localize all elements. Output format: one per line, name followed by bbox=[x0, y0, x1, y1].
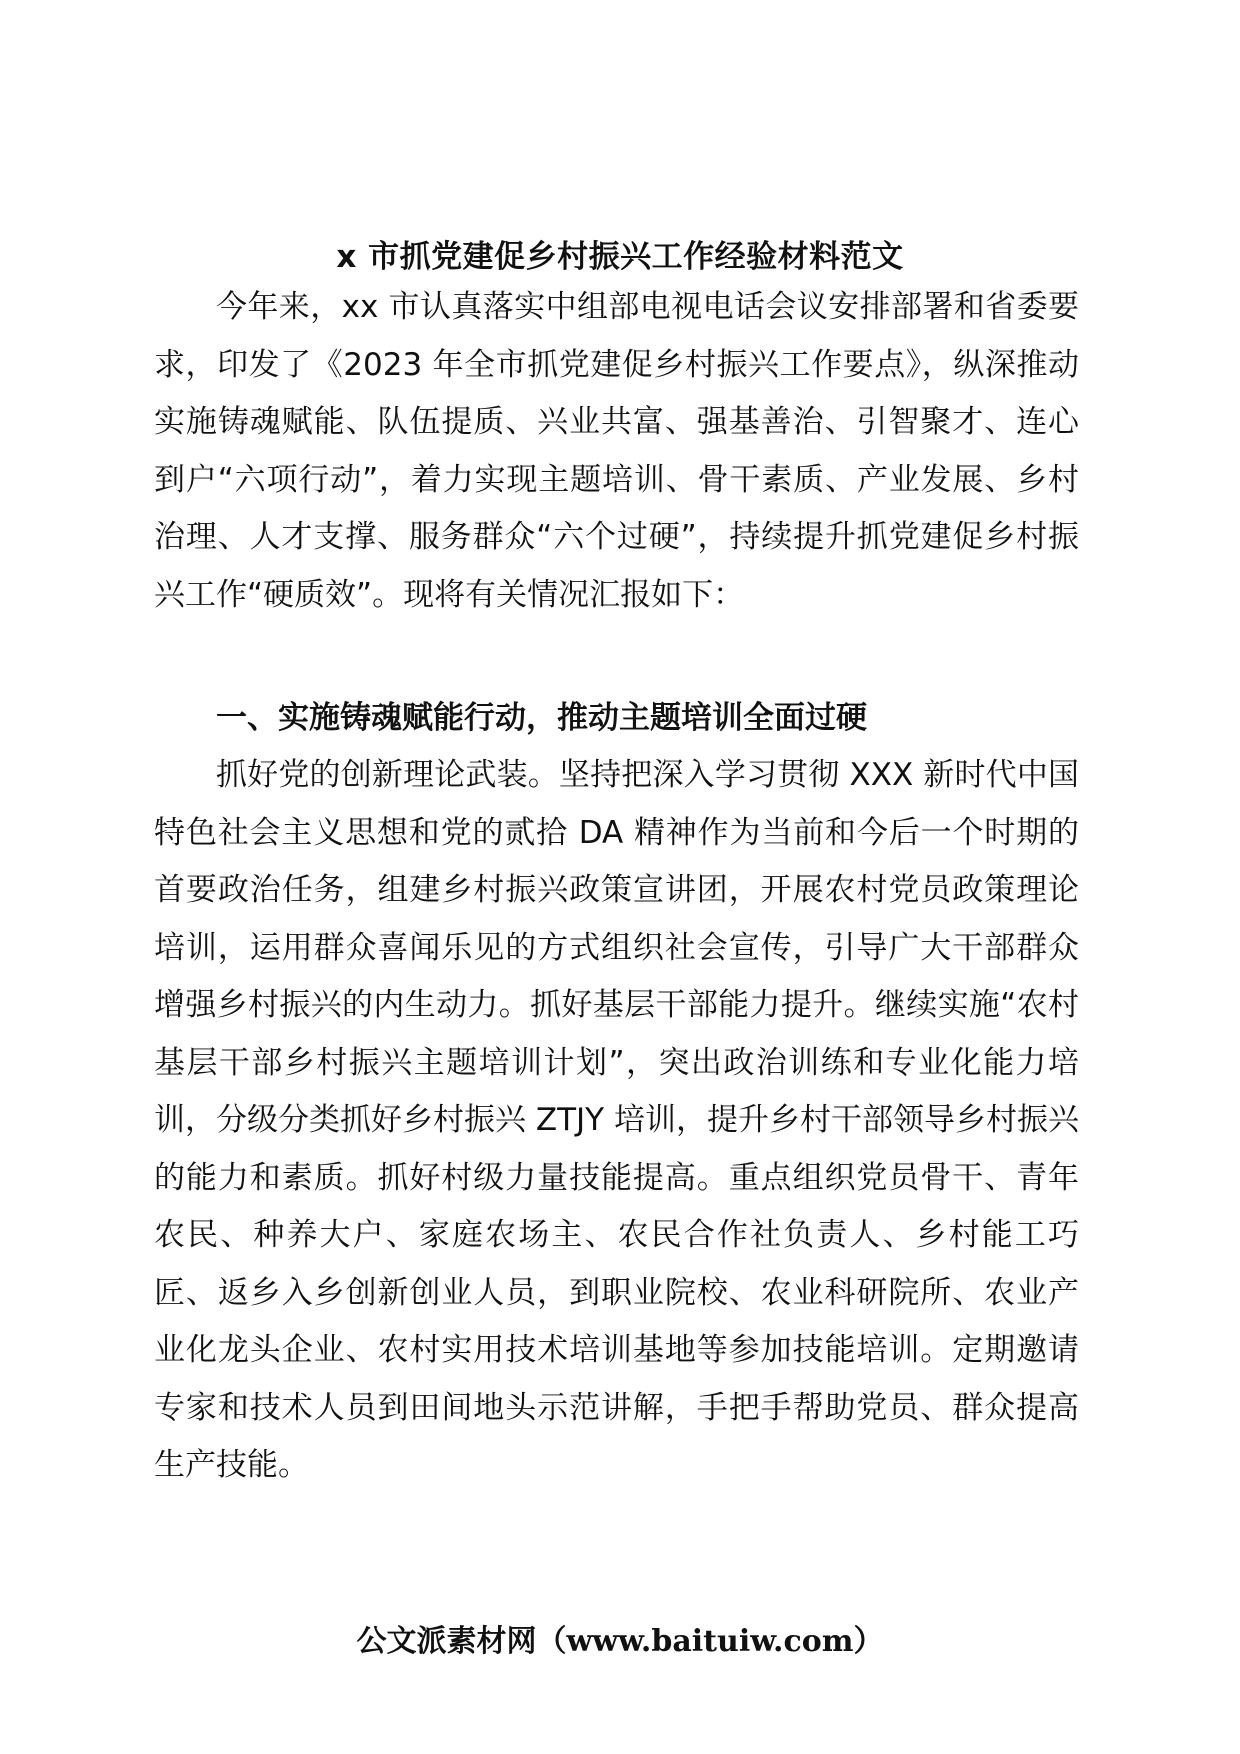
intro-paragraph: 今年来，xx 市认真落实中组部电视电话会议安排部署和省委要求，印发了《2023 年全市抓党建促乡村振兴工作要点》，纵深推动实施铸魂赋能、队伍提质、兴业共富、强基善治、引智聚才、连心到户“六项行动”，着力实现主题培训、骨干素质、产业发展、乡村治理、人才支撑、服务群众“六个过硬”，持续提升抓党建促乡村振兴工作“硬质效”。现将有关情况汇报如下： bbox=[154, 289, 1079, 613]
section-paragraph: 抓好党的创新理论武装。坚持把深入学习贯彻 XXX 新时代中国特色社会主义思想和党的贰拾 DA 精神作为当前和今后一个时期的首要政治任务，组建乡村振兴政策宣讲团，开展农村党员政策理论培训，运用群众喜闻乐见的方式组织社会宣传，引导广大干部群众增强乡村振兴的内生动力。抓好基层干部能力提升。继续实施“农村基层干部乡村振兴主题培训计划”，突出政治训练和专业化能力培训，分级分类抓好乡村振兴 ZTJY 培训，提升乡村干部领导乡村振兴的能力和素质。抓好村级力量技能提高。重点组织党员骨干、青年农民、种养大户、家庭农场主、农民合作社负责人、乡村能工巧匠、返乡入乡创新创业人员，到职业院校、农业科研院所、农业产业化龙头企业、农村实用技术培训基地等参加技能培训。定期邀请专家和技术人员到田间地头示范讲解，手把手帮助党员、群众提高生产技能。 bbox=[154, 757, 1079, 1483]
footer-source: 公文派素材网（www.baituiw.com） bbox=[356, 1624, 884, 1659]
section-heading: 一、实施铸魂赋能行动，推动主题培训全面过硬 bbox=[216, 700, 867, 736]
document-title: x 市抓党建促乡村振兴工作经验材料范文 bbox=[336, 238, 904, 275]
